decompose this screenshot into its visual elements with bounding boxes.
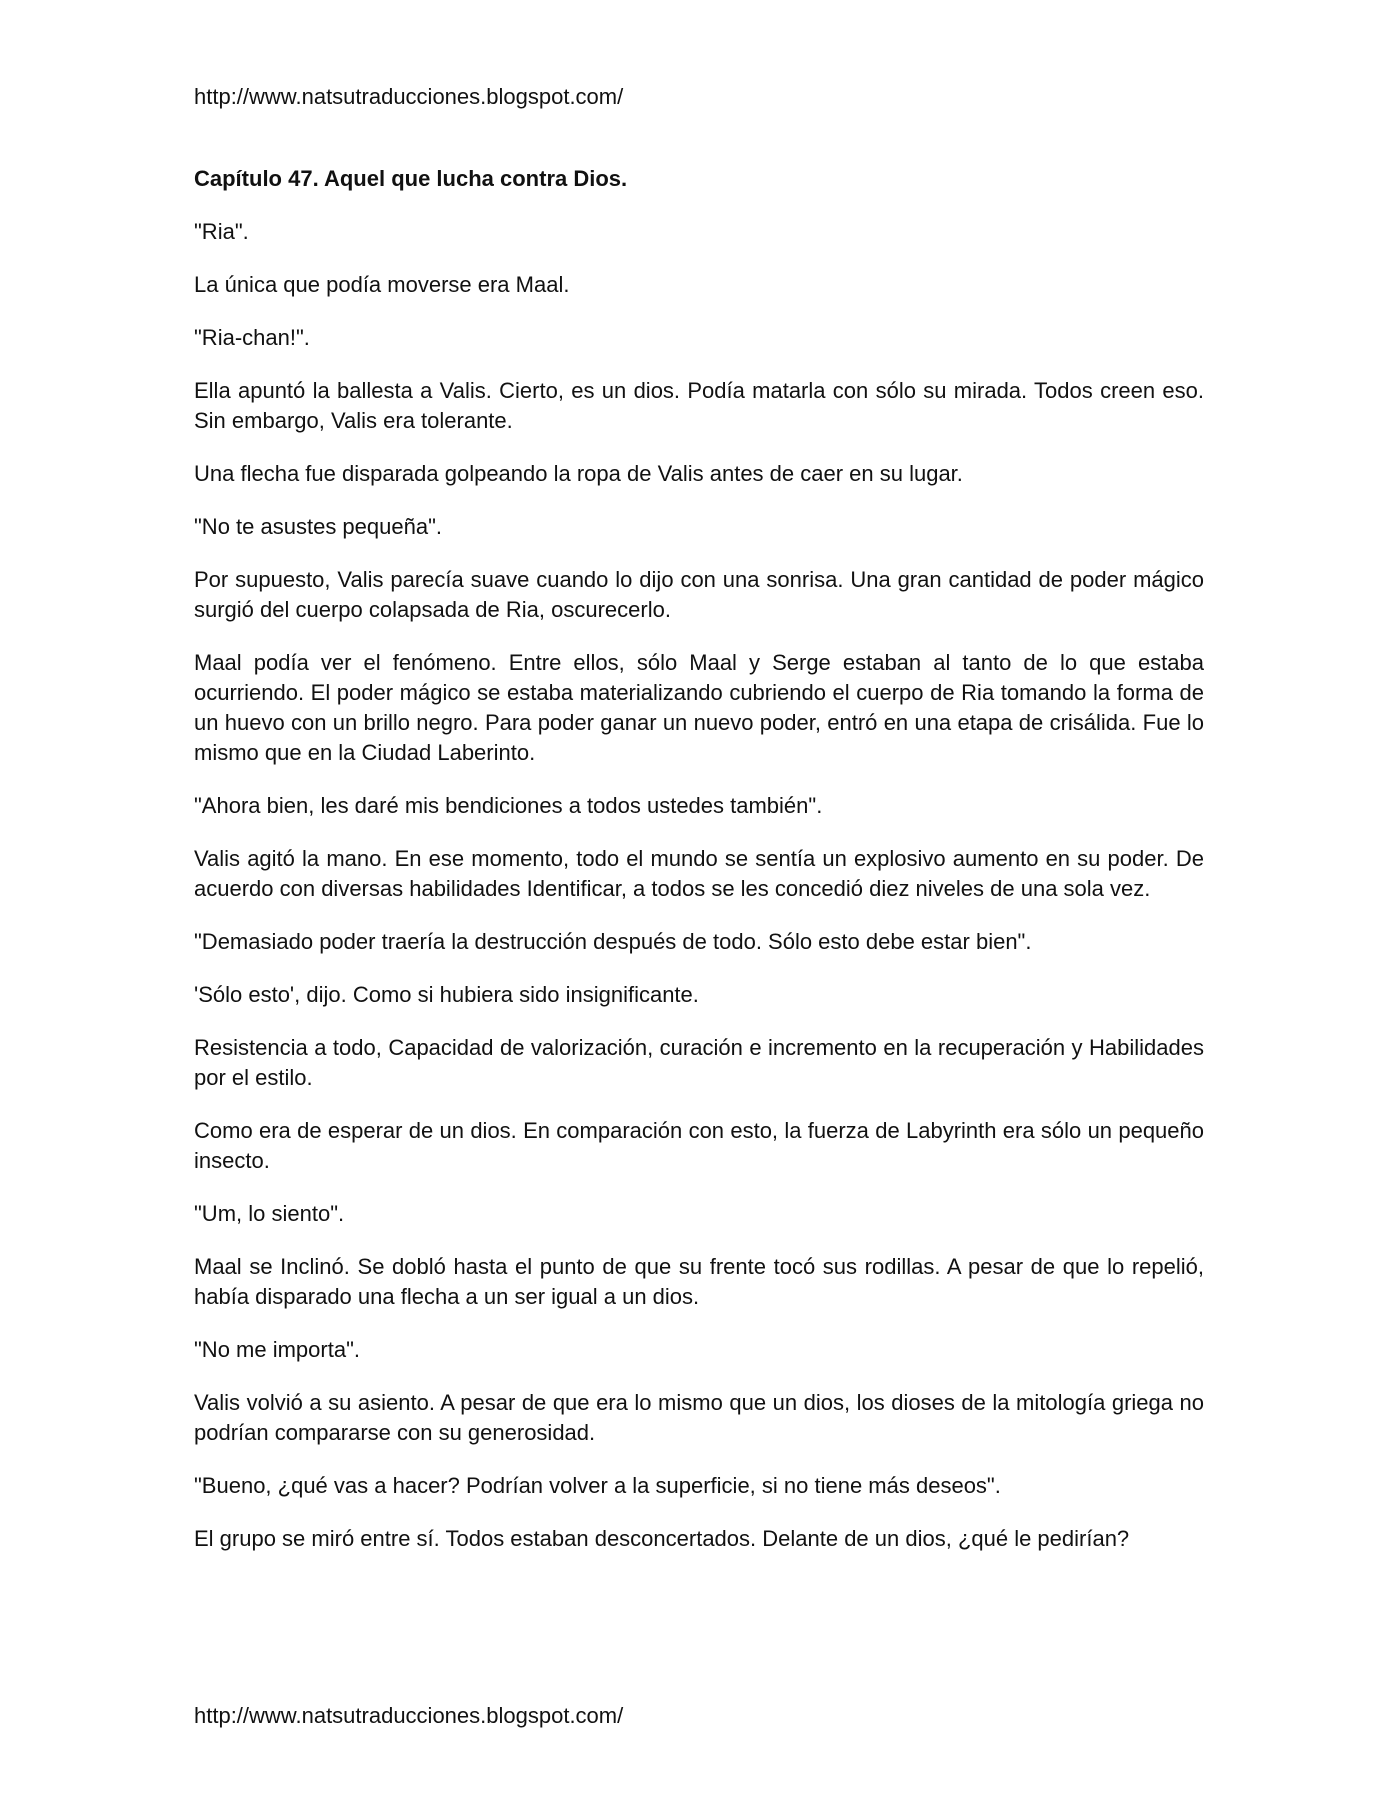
paragraph: "Bueno, ¿qué vas a hacer? Podrían volver a la superficie, si no tiene más deseos". bbox=[194, 1473, 1001, 1498]
header-url[interactable]: http://www.natsutraducciones.blogspot.com/ bbox=[194, 84, 624, 109]
paragraph: El grupo se miró entre sí. Todos estaban desconcertados. Delante de un dios, ¿qué le pedirían? bbox=[194, 1526, 1130, 1551]
footer-url[interactable]: http://www.natsutraducciones.blogspot.com/ bbox=[194, 1703, 624, 1728]
chapter-content bbox=[194, 164, 1204, 1577]
paragraph: "Ria-chan!". bbox=[194, 325, 310, 350]
paragraph: Como era de esperar de un dios. En comparación con esto, la fuerza de Labyrinth era sólo un pequeño insecto. bbox=[194, 1118, 1204, 1173]
paragraph: Valis agitó la mano. En ese momento, todo el mundo se sentía un explosivo aumento en su poder. De acuerdo con diversas habilidades Identificar, a todos se les concedió diez niveles de una sola vez. bbox=[194, 846, 1204, 901]
paragraph: Maal podía ver el fenómeno. Entre ellos, sólo Maal y Serge estaban al tanto de lo que estaba ocurriendo. El poder mágico se estaba materializando cubriendo el cuerpo de Ria tomando la forma de un huevo con un brillo negro. Para poder ganar un nuevo poder, entró en una etapa de crisálida. Fue lo mismo que en la Ciudad Laberinto. bbox=[194, 650, 1204, 765]
paragraph: Una flecha fue disparada golpeando la ropa de Valis antes de caer en su lugar. bbox=[194, 461, 963, 486]
paragraph: La única que podía moverse era Maal. bbox=[194, 272, 570, 297]
paragraph: "Ria". bbox=[194, 219, 249, 244]
paragraph: Por supuesto, Valis parecía suave cuando lo dijo con una sonrisa. Una gran cantidad de poder mágico surgió del cuerpo colapsada de Ria, oscurecerlo. bbox=[194, 567, 1204, 622]
paragraph: Valis volvió a su asiento. A pesar de que era lo mismo que un dios, los dioses de la mitología griega no podrían compararse con su generosidad. bbox=[194, 1390, 1204, 1445]
paragraph: 'Sólo esto', dijo. Como si hubiera sido insignificante. bbox=[194, 982, 699, 1007]
paragraph: Ella apuntó la ballesta a Valis. Cierto, es un dios. Podía matarla con sólo su mirada. Todos creen eso. Sin embargo, Valis era tolerante. bbox=[194, 378, 1204, 433]
paragraph: "No me importa". bbox=[194, 1337, 360, 1362]
paragraph: Maal se Inclinó. Se dobló hasta el punto de que su frente tocó sus rodillas. A pesar de que lo repelió, había disparado una flecha a un ser igual a un dios. bbox=[194, 1254, 1204, 1309]
chapter-title: Capítulo 47. Aquel que lucha contra Dios. bbox=[194, 166, 628, 191]
paragraph: "No te asustes pequeña". bbox=[194, 514, 443, 539]
paragraph: "Demasiado poder traería la destrucción después de todo. Sólo esto debe estar bien". bbox=[194, 929, 1032, 954]
paragraph: Resistencia a todo, Capacidad de valorización, curación e incremento en la recuperación y Habilidades por el estilo. bbox=[194, 1035, 1204, 1090]
paragraph: "Um, lo siento". bbox=[194, 1201, 345, 1226]
paragraph: "Ahora bien, les daré mis bendiciones a todos ustedes también". bbox=[194, 793, 823, 818]
